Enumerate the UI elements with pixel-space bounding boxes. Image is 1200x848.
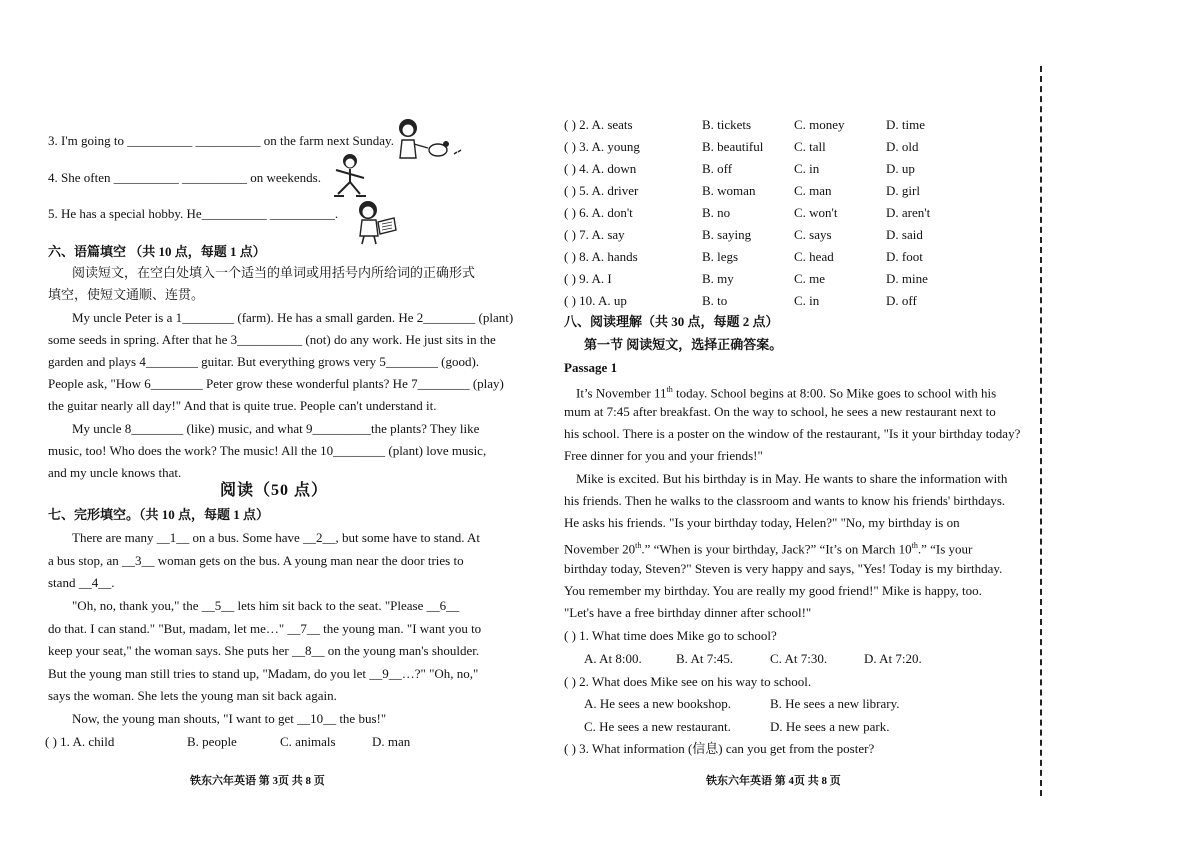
cloze-option: D. said (886, 227, 923, 242)
cloze-question-1: ( ) 1. A. child (45, 734, 115, 749)
right-page (560, 0, 1200, 848)
reading-question-2: ( ) 2. What does Mike see on his way to school. (564, 674, 812, 689)
left-page (0, 0, 560, 848)
passage-1-line: "Let's have a free birthday dinner after school!" (564, 605, 812, 620)
cloze-option: B. saying (702, 227, 752, 242)
passage-6-line: My uncle 8________ (like) music, and what 9_________the plants? They like (72, 421, 480, 436)
cloze-question: ( ) 8. A. hands (564, 249, 638, 264)
cloze-option: C. says (794, 227, 832, 242)
passage-1-line: Free dinner for you and your friends!" (564, 448, 763, 463)
cloze-option: C. tall (794, 139, 826, 154)
passage-1-line: You remember my birthday. You are really my good friend!" Mike is happy, too. (564, 583, 982, 598)
cloze-option: C. in (794, 161, 820, 176)
cloze-option: C. me (794, 271, 826, 286)
cloze-question: ( ) 5. A. driver (564, 183, 639, 198)
reading-q1-option-b: B. At 7:45. (676, 651, 734, 666)
passage-1-line: He asks his friends. "Is your birthday today, Helen?" "No, my birthday is on (564, 515, 960, 530)
cloze-option: B. to (702, 293, 728, 308)
passage-7-line: But the young man still tries to stand up, "Madam, do you let __9__…?" "Oh, no," (48, 666, 479, 681)
fold-line (1040, 66, 1042, 796)
cloze-question: ( ) 2. A. seats (564, 117, 633, 132)
cloze-option: D. girl (886, 183, 920, 198)
reading-q2-option-b: B. He sees a new library. (770, 696, 900, 711)
passage-7-line: a bus stop, an __3__ woman gets on the bus. A young man near the door tries to (48, 553, 464, 568)
section-8-title: 八、阅读理解（共 30 点，每题 2 点） (564, 314, 779, 329)
cloze-option: D. old (886, 139, 919, 154)
passage-1-line: birthday today, Steven?" Steven is very happy and says, "Yes! Today is my birthday. (564, 561, 1003, 576)
cloze-option: D. off (886, 293, 917, 308)
cloze-question: ( ) 10. A. up (564, 293, 627, 308)
cloze-option: B. tickets (702, 117, 752, 132)
cloze-option: C. money (794, 117, 845, 132)
passage-6-line: People ask, "How 6________ Peter grow these wonderful plants? He 7________ (play) (48, 376, 504, 391)
reading-q2-option-a: A. He sees a new bookshop. (584, 696, 731, 711)
passage-7-line: stand __4__. (48, 575, 115, 590)
passage-1-line: mum at 7:45 after breakfast. On the way to school, he sees a new restaurant next to (564, 404, 996, 419)
cloze-option-d: D. man (372, 734, 411, 749)
reading-q1-option-d: D. At 7:20. (864, 651, 922, 666)
cloze-option: B. legs (702, 249, 739, 264)
cloze-option: B. my (702, 271, 734, 286)
cloze-option: C. head (794, 249, 834, 264)
reading-section-title: 阅读（50 点） (220, 482, 329, 499)
section-6-instruction-2: 填空，使短文通顺、连贯。 (48, 287, 205, 302)
passage-7-line: There are many __1__ on a bus. Some have __2__, but some have to stand. At (72, 530, 480, 545)
cloze-option-c: C. animals (280, 734, 336, 749)
passage-1-line: his friends. Then he walks to the classroom and wants to know his friends' birthdays. (564, 493, 1006, 508)
cloze-option: B. beautiful (702, 139, 764, 154)
passage-7-line: do that. I can stand." "But, madam, let me…" __7__ the young man. "I want you to (48, 621, 482, 636)
cloze-option-b: B. people (187, 734, 237, 749)
cloze-option: C. won't (794, 205, 838, 220)
reading-q2-option-c: C. He sees a new restaurant. (584, 719, 731, 734)
passage-1-line: November 20th.” “When is your birthday, Jack?” “It’s on March 10th.” “Is your (564, 541, 973, 557)
cloze-option: D. time (886, 117, 925, 132)
passage-6-line: garden and plays 4________ guitar. But everything grows very 5________ (good). (48, 354, 480, 369)
passage-7-line: says the woman. She lets the young man sit back again. (48, 688, 337, 703)
passage-7-line: keep your seat," the woman says. She puts her __8__ on the young man's shoulder. (48, 643, 480, 658)
passage-1-line: Mike is excited. But his birthday is in May. He wants to share the information with (576, 471, 1008, 486)
passage-1-line: his school. There is a poster on the window of the restaurant, "Is it your birthday today? (564, 426, 1021, 441)
section-6-title: 六、语篇填空 （共 10 点，每题 1 点） (48, 244, 266, 259)
passage-1-title: Passage 1 (564, 360, 618, 375)
cloze-question: ( ) 6. A. don't (564, 205, 633, 220)
passage-7-line: Now, the young man shouts, "I want to get __10__ the bus!" (72, 711, 387, 726)
cloze-option: D. mine (886, 271, 928, 286)
passage-6-line: and my uncle knows that. (48, 465, 182, 480)
reading-boy-icon (352, 198, 400, 246)
cloze-option: D. aren't (886, 205, 931, 220)
cloze-option: B. woman (702, 183, 756, 198)
reading-q1-option-c: C. At 7:30. (770, 651, 828, 666)
cloze-question: ( ) 4. A. down (564, 161, 637, 176)
skating-boy-icon (328, 152, 372, 198)
reading-q2-option-d: D. He sees a new park. (770, 719, 890, 734)
passage-7-line: "Oh, no, thank you," the __5__ lets him sit back to the seat. "Please __6__ (72, 598, 460, 613)
reading-question-1: ( ) 1. What time does Mike go to school? (564, 628, 777, 643)
question-4: 4. She often __________ __________ on weekends. (48, 170, 321, 185)
passage-6-line: My uncle Peter is a 1________ (farm). He has a small garden. He 2________ (plant) (72, 310, 514, 325)
section-7-title: 七、完形填空。（共 10 点，每题 1 点） (48, 507, 270, 522)
cloze-option: B. no (702, 205, 731, 220)
question-5: 5. He has a special hobby. He__________ __________. (48, 206, 339, 221)
page-footer-left: 铁东六年英语 第 3页 共 8 页 (190, 775, 325, 787)
subsection-1-title: 第一节 阅读短文，选择正确答案。 (584, 337, 783, 352)
cloze-question: ( ) 7. A. say (564, 227, 625, 242)
cloze-option: C. in (794, 293, 820, 308)
cloze-question: ( ) 9. A. I (564, 271, 612, 286)
cloze-question: ( ) 3. A. young (564, 139, 640, 154)
section-6-instruction-1: 阅读短文，在空白处填入一个适当的单词或用括号内所给词的正确形式 (72, 265, 476, 280)
passage-6-line: some seeds in spring. After that he 3__________ (not) do any work. He just sits in the (48, 332, 496, 347)
reading-question-3: ( ) 3. What information (信息) can you get from the poster? (564, 741, 875, 756)
cloze-option: D. foot (886, 249, 923, 264)
reading-q1-option-a: A. At 8:00. (584, 651, 642, 666)
cloze-option: D. up (886, 161, 915, 176)
question-3: 3. I'm going to __________ __________ on the farm next Sunday. (48, 133, 394, 148)
cloze-option: B. off (702, 161, 733, 176)
cloze-option: C. man (794, 183, 832, 198)
passage-1-line: It’s November 11th today. School begins at 8:00. So Mike goes to school with his (576, 385, 997, 401)
farm-girl-icon (392, 116, 464, 164)
passage-6-line: the guitar nearly all day!" And that is quite true. People can't understand it. (48, 398, 437, 413)
passage-6-line: music, too! Who does the work? The music! All the 10________ (plant) love music, (48, 443, 487, 458)
page-footer-right: 铁东六年英语 第 4页 共 8 页 (706, 775, 841, 787)
